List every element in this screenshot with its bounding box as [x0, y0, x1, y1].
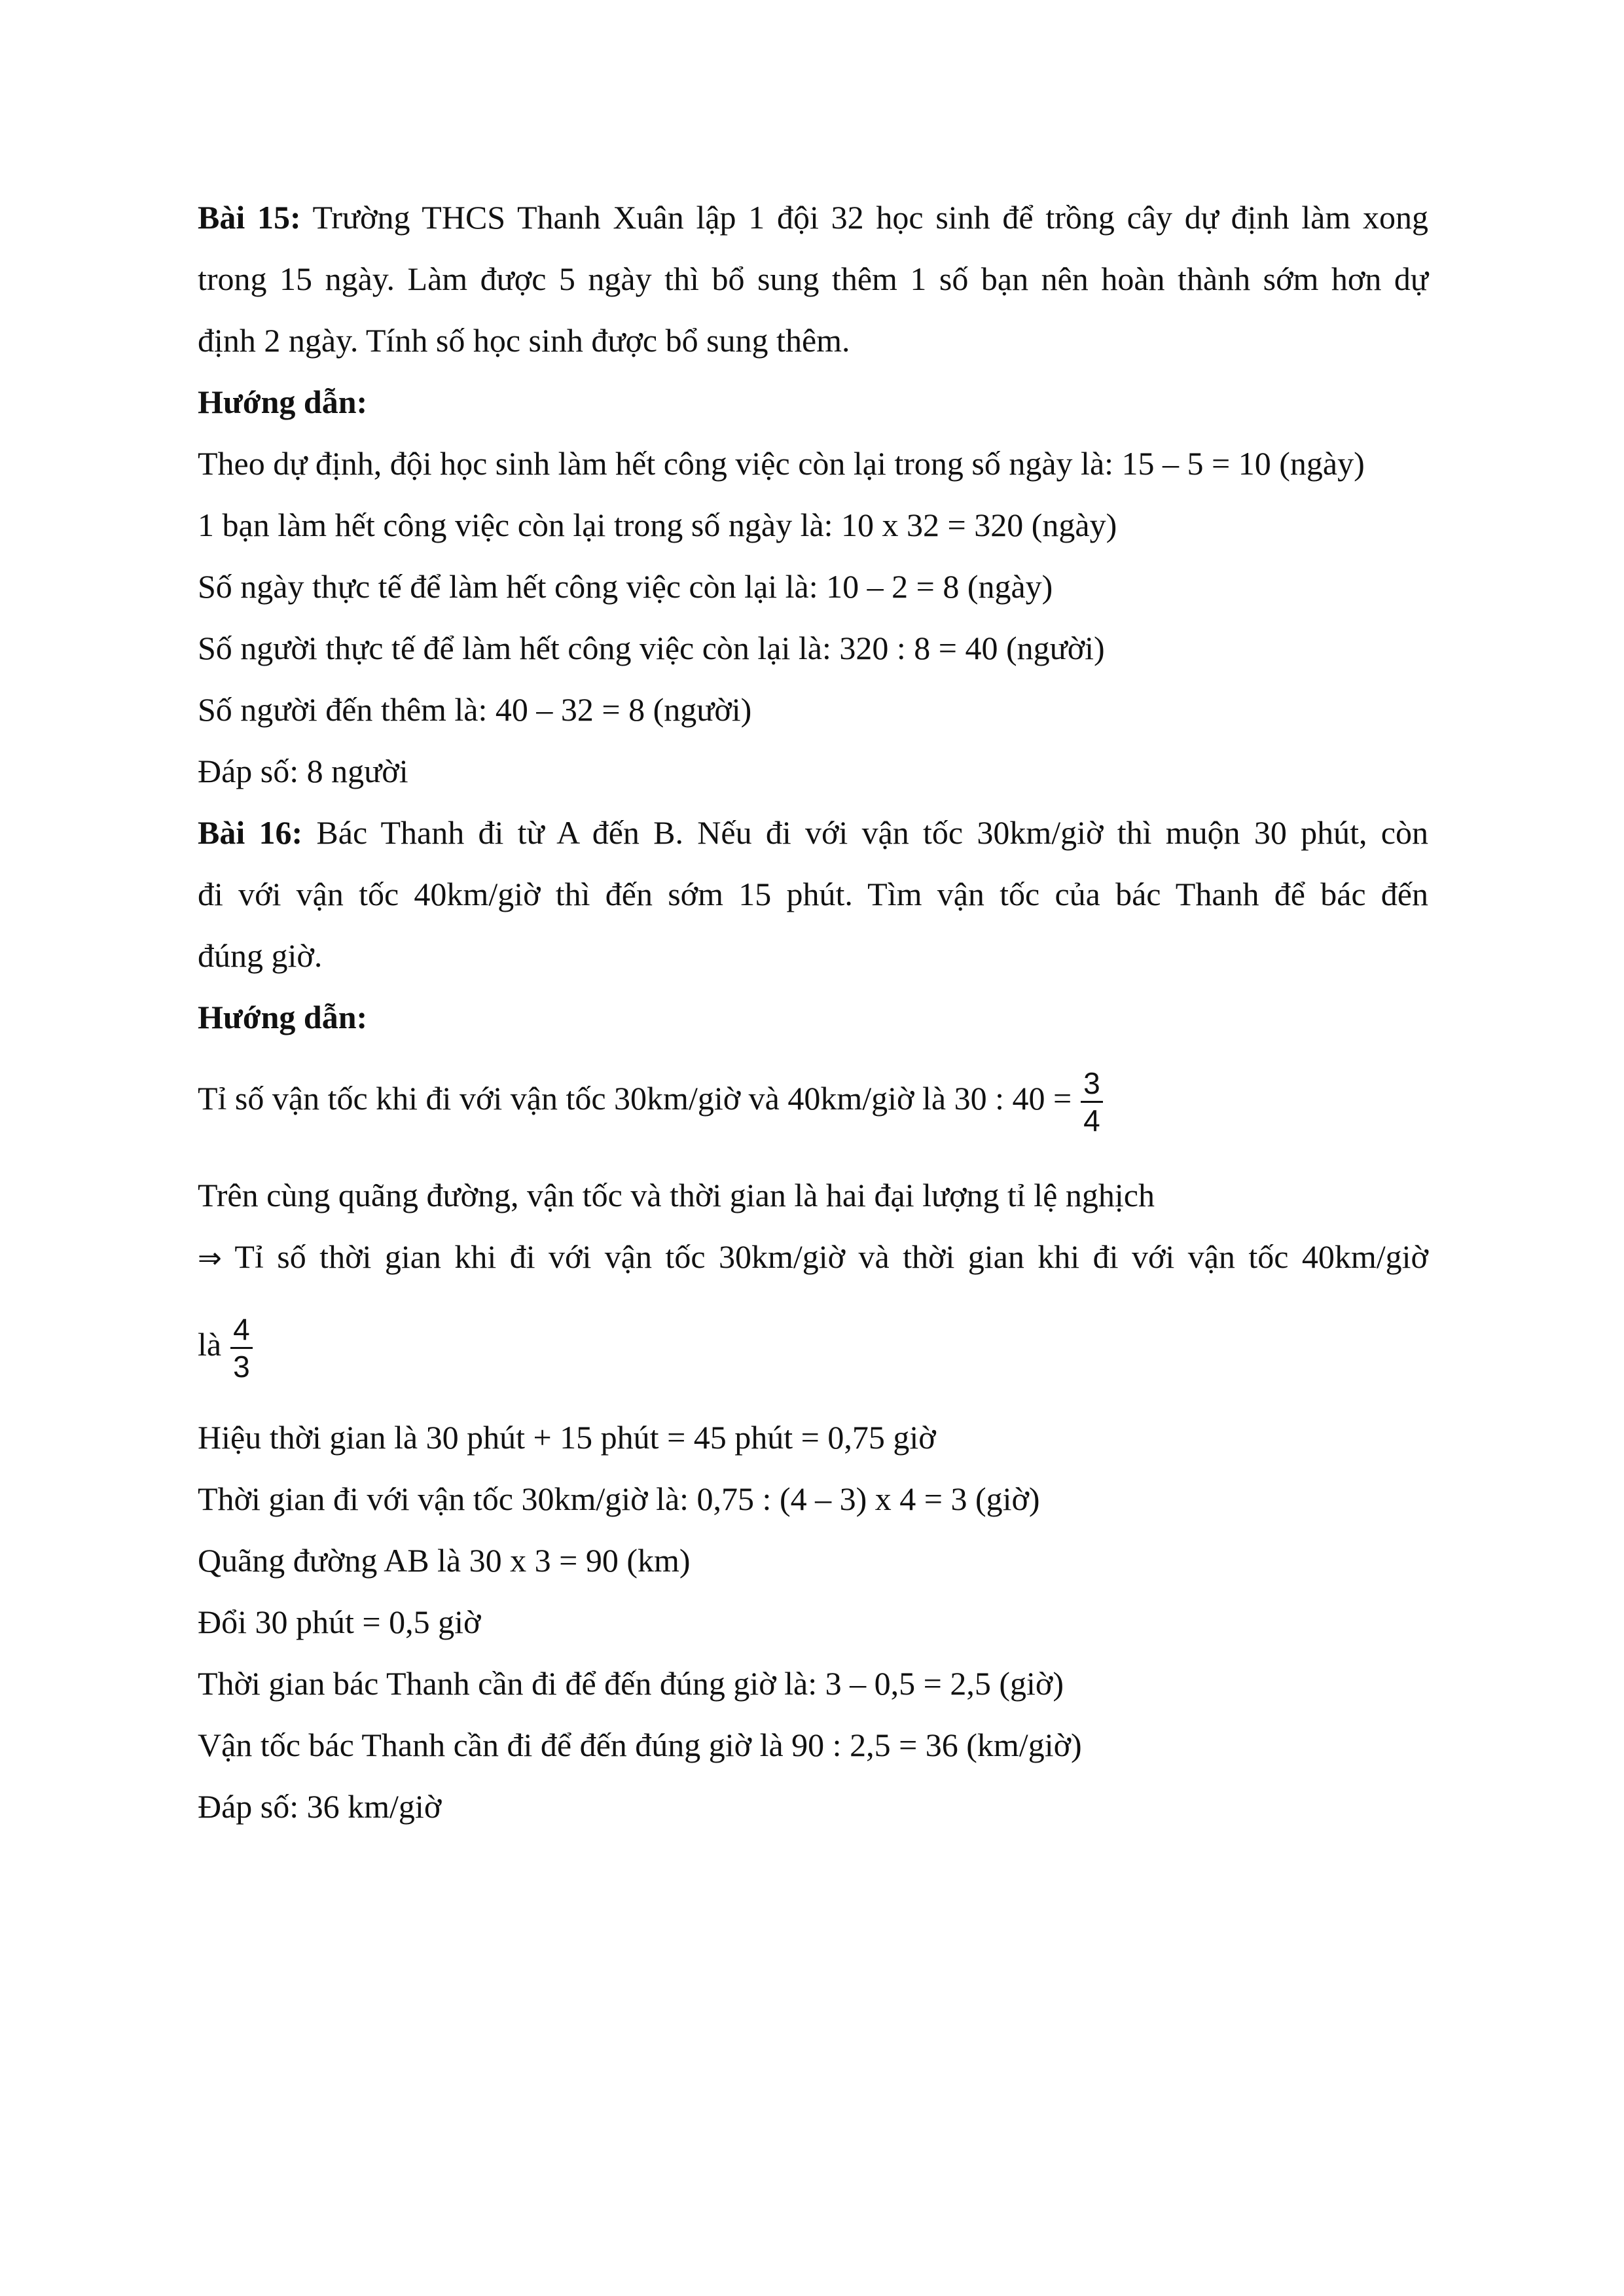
problem-15-answer: Đáp số: 8 người: [198, 753, 408, 789]
implies-arrow-icon: ⇒: [198, 1242, 222, 1275]
fraction-3-4: $\frac{3}{4}$: [1081, 1066, 1103, 1138]
problem-16-time-ratio-line: ⇒ Tỉ số thời gian khi đi với vận tốc 30km/giờ và thời gian khi đi với vận tốc 40km/giờ: [198, 1238, 1428, 1275]
problem-16-inverse-proportion-line: Trên cùng quãng đường, vận tốc và thời gian là hai đại lượng tỉ lệ nghịch: [198, 1177, 1155, 1213]
problem-15-statement-line-1: Bài 15: Trường THCS Thanh Xuân lập 1 đội 32 học sinh để trồng cây dự định làm xong: [198, 199, 1428, 236]
problem-16-guide-heading: Hướng dẫn:: [198, 999, 368, 1035]
problem-16-solution-line-6: Vận tốc bác Thanh cần đi để đến đúng giờ là 90 : 2,5 = 36 (km/giờ): [198, 1727, 1082, 1763]
problem-16-solution-line-5: Thời gian bác Thanh cần đi để đến đúng giờ là: 3 – 0,5 = 2,5 (giờ): [198, 1665, 1064, 1702]
problem-16-solution-line-4: Đổi 30 phút = 0,5 giờ: [198, 1604, 481, 1640]
problem-16-statement-line-2: đi với vận tốc 40km/giờ thì đến sớm 15 phút. Tìm vận tốc của bác Thanh để bác đến: [198, 876, 1428, 912]
problem-16-speed-ratio-line: Tỉ số vận tốc khi đi với vận tốc 30km/giờ và 40km/giờ là 30 : 40 = $\frac{3}{4}$: [198, 1059, 1428, 1138]
problem-16-statement-line-3: đúng giờ.: [198, 937, 323, 974]
problem-16-statement-line-1: Bài 16: Bác Thanh đi từ A đến B. Nếu đi với vận tốc 30km/giờ thì muộn 30 phút, còn: [198, 814, 1428, 851]
problem-15-statement-line-2: trong 15 ngày. Làm được 5 ngày thì bổ sung thêm 1 số bạn nên hoàn thành sớm hơn dự: [198, 260, 1428, 297]
problem-15-solution-line-4: Số người thực tế để làm hết công việc còn lại là: 320 : 8 = 40 (người): [198, 630, 1105, 666]
problem-15-label: Bài 15:: [198, 199, 301, 236]
problem-16-solution-line-3: Quãng đường AB là 30 x 3 = 90 (km): [198, 1542, 691, 1579]
fraction-4-3: $\frac{4}{3}$: [230, 1312, 253, 1384]
problem-16-solution-line-1: Hiệu thời gian là 30 phút + 15 phút = 45 phút = 0,75 giờ: [198, 1419, 936, 1456]
problem-16-solution-line-2: Thời gian đi với vận tốc 30km/giờ là: 0,75 : (4 – 3) x 4 = 3 (giờ): [198, 1480, 1040, 1517]
problem-15-solution-line-1: Theo dự định, đội học sinh làm hết công việc còn lại trong số ngày là: 15 – 5 = 10 (ngày): [198, 445, 1365, 482]
problem-15-solution-line-2: 1 bạn làm hết công việc còn lại trong số ngày là: 10 x 32 = 320 (ngày): [198, 507, 1117, 543]
problem-16-label: Bài 16:: [198, 814, 303, 851]
problem-16-answer: Đáp số: 36 km/giờ: [198, 1788, 442, 1825]
problem-15-solution-line-3: Số ngày thực tế để làm hết công việc còn lại là: 10 – 2 = 8 (ngày): [198, 568, 1053, 605]
problem-16-time-ratio-result: là $\frac{4}{3}$: [198, 1305, 1428, 1384]
problem-15-statement-line-3: định 2 ngày. Tính số học sinh được bổ sung thêm.: [198, 322, 850, 359]
problem-15-guide-heading: Hướng dẫn:: [198, 384, 368, 420]
problem-15-solution-line-5: Số người đến thêm là: 40 – 32 = 8 (người): [198, 691, 752, 728]
